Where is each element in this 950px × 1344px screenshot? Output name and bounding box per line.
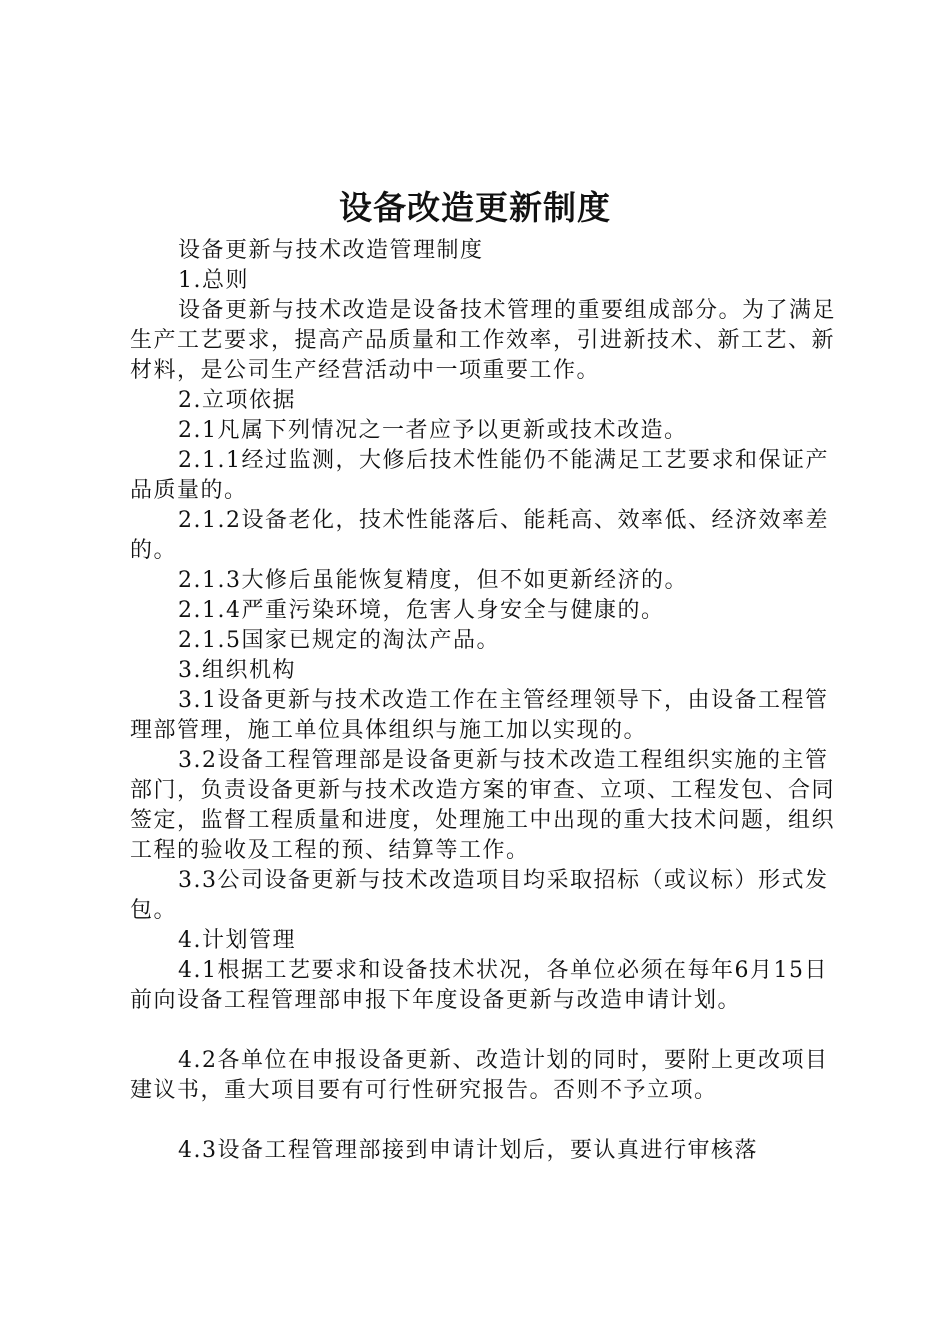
paragraph: 3.2设备工程管理部是设备更新与技术改造工程组织实施的主管部门，负责设备更新与技术改造方案的审查、立项、工程发包、合同签定，监督工程质量和进度，处理施工中出现的重大技术问题，组织工程的验收及工程的预、结算等工作。 — [130, 748, 836, 863]
section-heading: 2.立项依据 — [178, 388, 296, 413]
paragraph-spacer — [130, 1106, 850, 1136]
paragraph: 2.1.4严重污染环境，危害人身安全与健康的。 — [178, 598, 665, 623]
paragraph: 2.1.2设备老化，技术性能落后、能耗高、效率低、经济效率差的。 — [130, 508, 829, 563]
document-body — [130, 236, 850, 1166]
document-title: 设备改造更新制度 — [339, 188, 611, 227]
paragraph: 4.2各单位在申报设备更新、改造计划的同时，要附上更改项目建议书，重大项目要有可行性研究报告。否则不予立项。 — [130, 1048, 829, 1103]
paragraph-spacer — [130, 1016, 850, 1046]
paragraph: 4.1根据工艺要求和设备技术状况，各单位必须在每年6月15日前向设备工程管理部申报下年度设备更新与改造申请计划。 — [130, 958, 828, 1013]
paragraph: 3.1设备更新与技术改造工作在主管经理领导下，由设备工程管理部管理，施工单位具体组织与施工加以实现的。 — [130, 688, 829, 743]
section-heading: 1.总则 — [178, 268, 249, 293]
paragraph: 2.1.5国家已规定的淘汰产品。 — [178, 628, 500, 653]
paragraph: 3.3公司设备更新与技术改造项目均采取招标（或议标）形式发包。 — [130, 868, 829, 923]
paragraph: 2.1.1经过监测，大修后技术性能仍不能满足工艺要求和保证产品质量的。 — [130, 448, 829, 503]
paragraph: 2.1凡属下列情况之一者应予以更新或技术改造。 — [178, 418, 688, 443]
paragraph: 2.1.3大修后虽能恢复精度，但不如更新经济的。 — [178, 568, 688, 593]
section-heading: 3.组织机构 — [178, 658, 296, 683]
paragraph: 4.3设备工程管理部接到申请计划后，要认真进行审核落 — [178, 1138, 758, 1163]
section-heading: 4.计划管理 — [178, 928, 296, 953]
paragraph: 设备更新与技术改造是设备技术管理的重要组成部分。为了满足生产工艺要求，提高产品质量和工作效率，引进新技术、新工艺、新材料，是公司生产经营活动中一项重要工作。 — [130, 298, 837, 383]
section-heading: 设备更新与技术改造管理制度 — [178, 238, 484, 263]
